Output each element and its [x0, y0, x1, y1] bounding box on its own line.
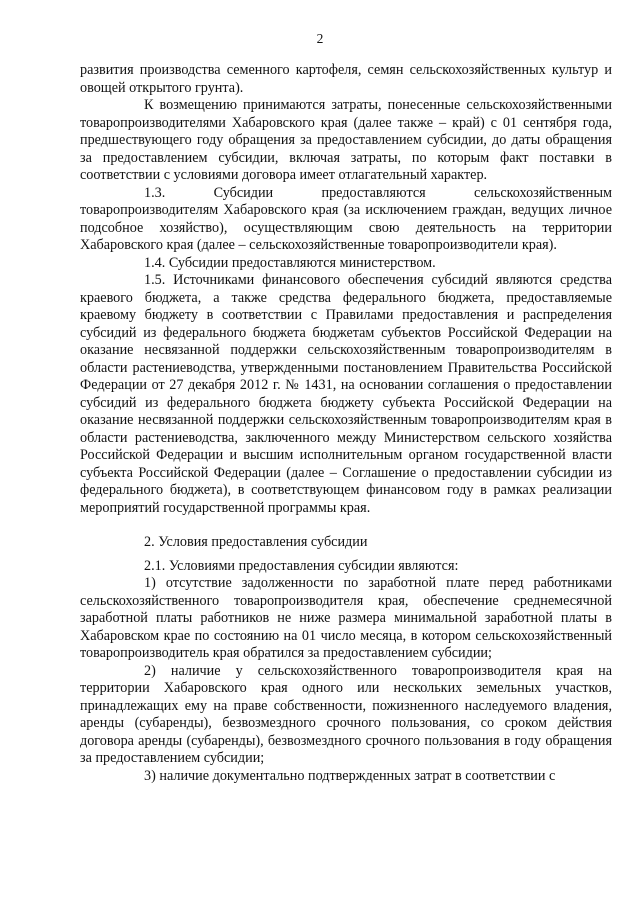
paragraph-expense-reimbursement: К возмещению принимаются затраты, понесенные сельскохозяйственными товаропроизводителями Хабаровского края (далее также – край) с 01 сентября года, предшествующего году обращения за предоставлением субсидии, до даты обращения за предоставлением субсидии, включая затраты, по которым факт поставки в соответствии с условиями договора имеет отлагательный характер.	[80, 97, 612, 183]
section-heading: 2. Условия предоставления субсидии	[144, 534, 368, 550]
page-number: 2	[316, 31, 324, 46]
document-body	[80, 62, 612, 785]
list-item-1: 1) отсутствие задолженности по заработной плате перед работниками сельскохозяйственного товаропроизводителя края, обеспечение среднемесячной заработной платы работников не ниже размера минимальной заработной платы в Хабаровском крае по состоянию на 01 число месяца, в котором сельскохозяйственный товаропроизводитель края обратился за предоставлением субсидии;	[80, 575, 612, 661]
paragraph-1-4: 1.4. Субсидии предоставляются министерством.	[144, 254, 436, 271]
paragraph-1-5: 1.5. Источниками финансового обеспечения субсидий являются средства краевого бюджета, а также средства федерального бюджета, предоставляемые краевому бюджету в соответствии с Правилами предоставления и распределения субсидий из федерального бюджета бюджетам субъектов Российской Федерации на оказание несвязанной поддержки сельскохозяйственным товаропроизводителям в области растениеводства, утвержденными постановлением Правительства Российской Федерации от 27 декабря 2012 г. № 1431, на основании соглашения о предоставлении субсидий из федерального бюджета бюджету субъекта Российской Федерации на оказание несвязанной поддержки сельскохозяйственным товаропроизводителям края в области растениеводства, заключенного между Министерством сельского хозяйства Российской Федерации и высшим исполнительным органом государственной власти субъекта Российской Федерации (далее – Соглашение о предоставлении субсидии из федерального бюджета), в соответствующем финансовом году в рамках реализации мероприятий государственной программы края.	[80, 272, 612, 516]
paragraph-1-3: 1.3. Субсидии предоставляются сельскохозяйственным товаропроизводителям Хабаровского края (за исключением граждан, ведущих личное подсобное хозяйство), осуществляющим свою деятельность на территории Хабаровского края (далее – сельскохозяйственные товаропроизводители края).	[80, 184, 612, 253]
paragraph-continuation: развития производства семенного картофеля, семян сельскохозяйственных культур и овощей открытого грунта).	[80, 62, 612, 96]
paragraph-2-1: 2.1. Условиями предоставления субсидии являются:	[144, 557, 459, 574]
list-item-3: 3) наличие документально подтвержденных затрат в соответствии с	[144, 767, 556, 784]
list-item-2: 2) наличие у сельскохозяйственного товаропроизводителя края на территории Хабаровского края одного или нескольких земельных участков, принадлежащих ему на праве собственности, пожизненного наследуемого владения, аренды (субаренды), безвозмездного срочного пользования, со сроком действия договора аренды (субаренды), безвозмездного срочного пользования в году обращения за предоставлением субсидии;	[80, 662, 612, 766]
